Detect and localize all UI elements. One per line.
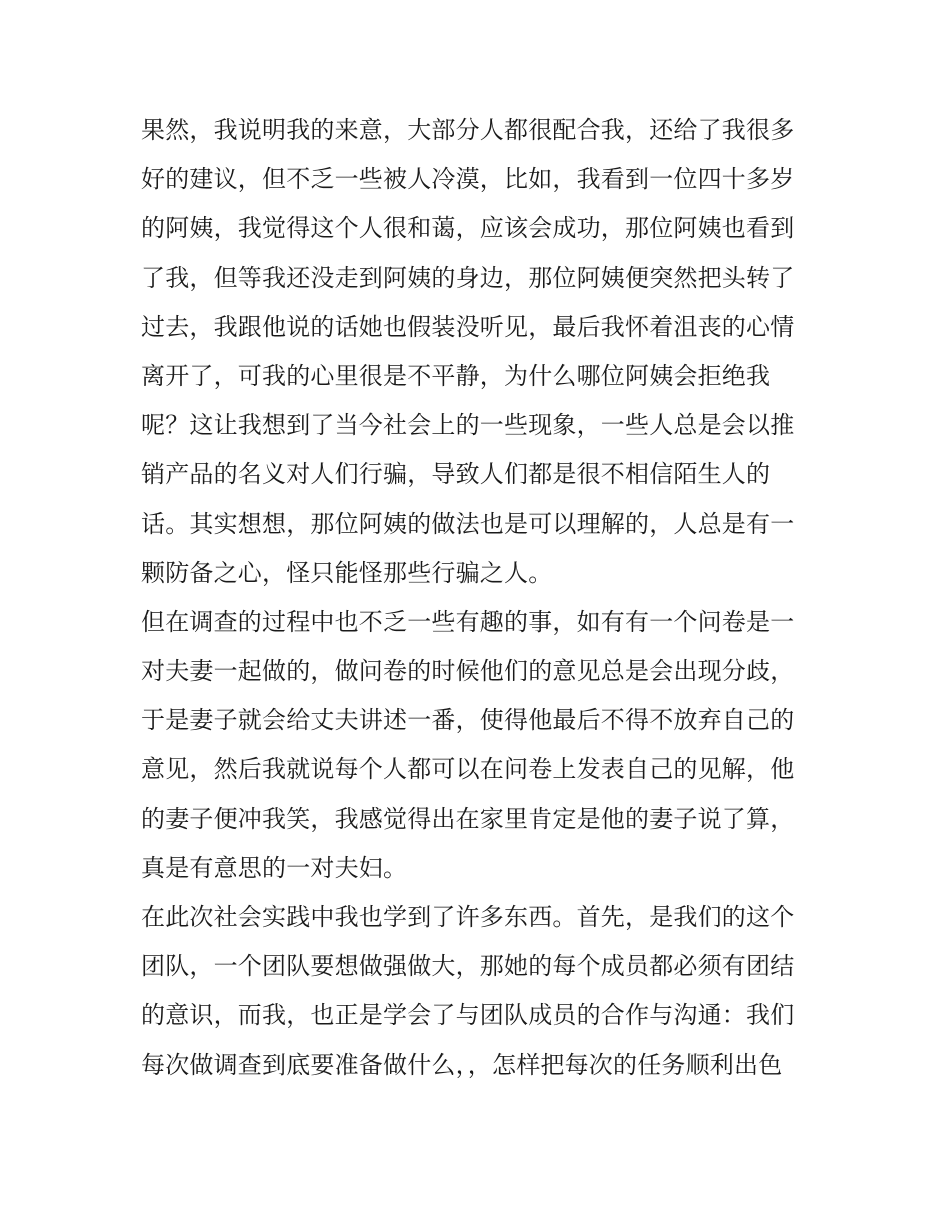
document-body	[141, 106, 821, 1090]
text-line: 的意识，而我，也正是学会了与团队成员的合作与沟通：我们	[141, 1001, 795, 1030]
text-line: 果然，我说明我的来意，大部分人都很配合我，还给了我很多	[141, 116, 795, 144]
text-line: 呢？这让我想到了当今社会上的一些现象，一些人总是会以推	[141, 411, 795, 440]
text-line: 了我，但等我还没走到阿姨的身边，那位阿姨便突然把头转了	[141, 263, 795, 292]
text-line: 颗防备之心，怪只能怪那些行骗之人。	[141, 558, 553, 587]
text-line: 销产品的名义对人们行骗，导致人们都是很不相信陌生人的	[141, 460, 771, 489]
text-line: 离开了，可我的心里很是不平静，为什么哪位阿姨会拒绝我	[141, 361, 771, 390]
text-line: 好的建议，但不乏一些被人冷漠，比如，我看到一位四十多岁	[141, 165, 795, 194]
text-line: 过去，我跟他说的话她也假装没听见，最后我怀着沮丧的心情	[141, 312, 795, 341]
text-line: 在此次社会实践中我也学到了许多东西。首先，是我们的这个	[141, 903, 795, 931]
text-line: 于是妻子就会给丈夫讲述一番，使得他最后不得不放弃自己的	[141, 706, 795, 735]
text-line: 每次做调查到底要准备做什么，，怎样把每次的任务顺利出色	[141, 1050, 783, 1079]
text-line: 对夫妻一起做的，做问卷的时候他们的意见总是会出现分歧，	[141, 657, 795, 686]
text-line: 的妻子便冲我笑，我感觉得出在家里肯定是他的妻子说了算，	[141, 804, 795, 833]
text-line: 真是有意思的一对夫妇。	[141, 853, 408, 882]
text-line: 但在调查的过程中也不乏一些有趣的事，如有有一个问卷是一	[141, 607, 795, 636]
text-line: 意见，然后我就说每个人都可以在问卷上发表自己的见解，他	[141, 755, 795, 784]
text-line: 的阿姨，我觉得这个人很和蔼，应该会成功，那位阿姨也看到	[141, 214, 795, 243]
text-line: 话。其实想想，那位阿姨的做法也是可以理解的，人总是有一	[141, 509, 795, 538]
text-line: 团队，一个团队要想做强做大，那她的每个成员都必须有团结	[141, 952, 795, 981]
